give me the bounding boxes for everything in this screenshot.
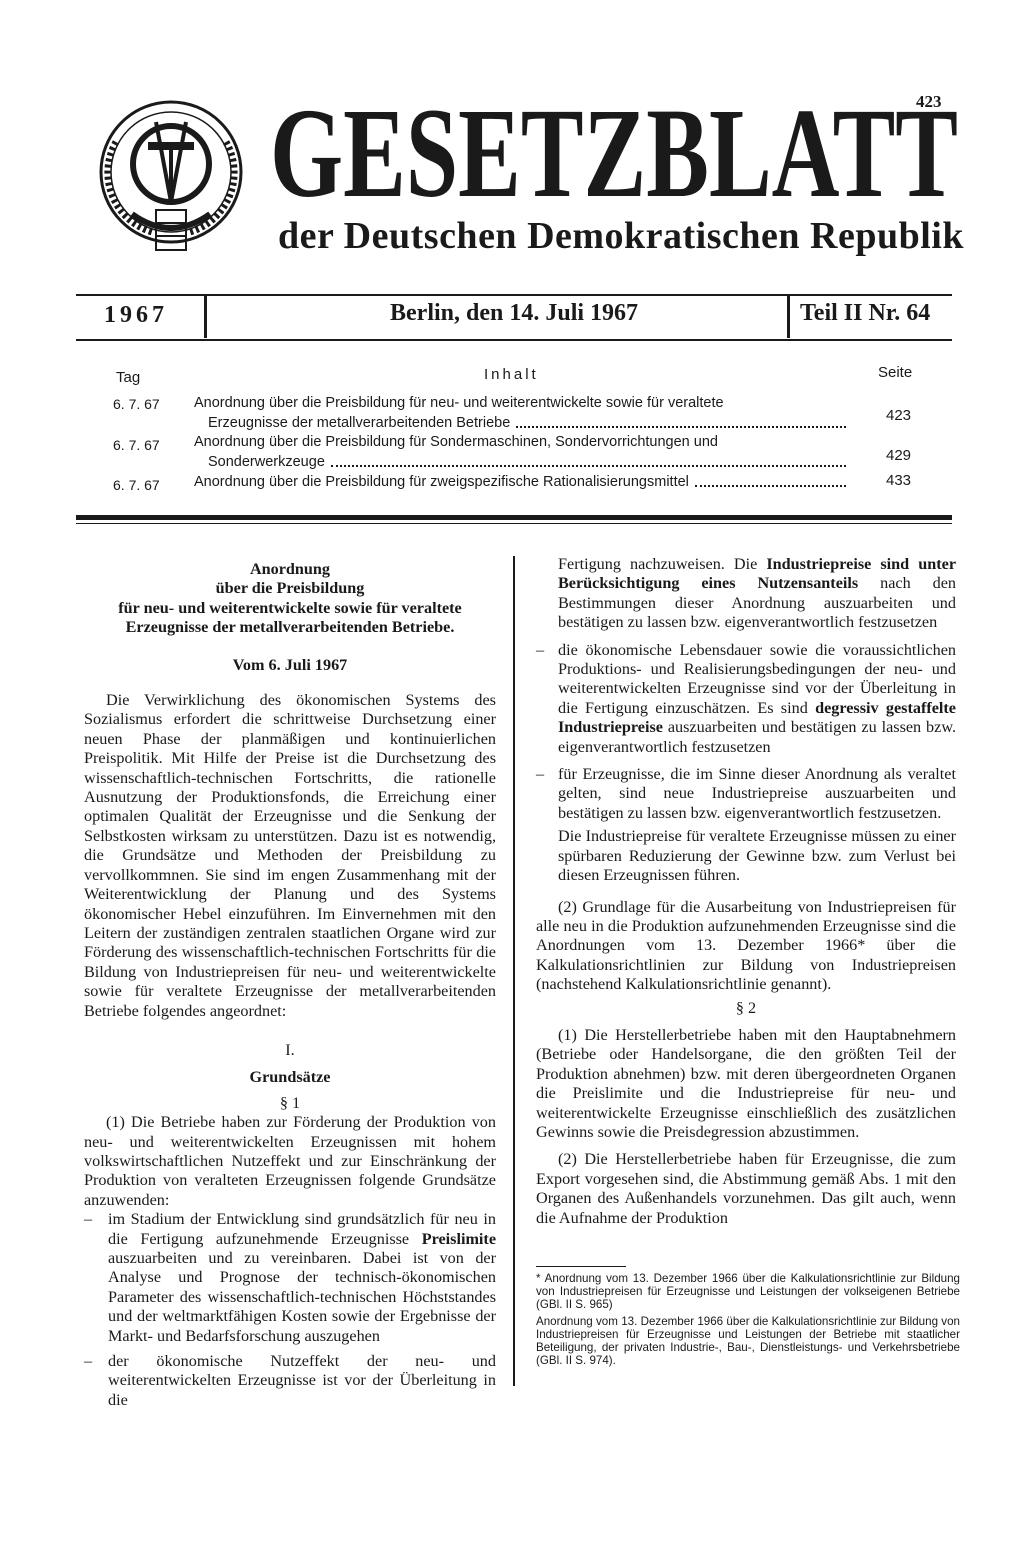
footnote-text: * Anordnung vom 13. Dezember 1966 über die Kalkulationsrichtlinie zur Bildung von Industriepreisen für Erzeugnisse und Leistungen der volkseigenen Betriebe (GBl. II S. 965) xyxy=(536,1272,960,1311)
section-title: Grundsätze xyxy=(249,1068,331,1087)
dash-marker: – xyxy=(536,640,545,659)
paragraph-sign: § 2 xyxy=(735,998,757,1017)
article-date: Vom 6. Juli 1967 xyxy=(232,655,348,674)
toc-entry-title: Anordnung über die Preisbildung für zweigspezifische Rationalisierungsmittel xyxy=(194,472,848,492)
toc-entry-date: 6. 7. 67 xyxy=(113,437,160,453)
article-heading: für neu- und weiterentwickelte sowie für veraltete xyxy=(118,598,462,617)
article-heading: über die Preisbildung xyxy=(215,579,365,598)
issue-year: 1967 xyxy=(104,302,168,328)
list-item: – der ökonomische Nutzeffekt der neu- und weiterentwickelten Erzeugnisse ist vor der Überleitung in die xyxy=(84,1352,496,1409)
issue-number: Teil II Nr. 64 xyxy=(800,300,931,326)
header-divider-1 xyxy=(204,296,207,338)
article-heading: Erzeugnisse der metallverarbeitenden Betriebe. xyxy=(125,618,455,637)
list-item-continued: Fertigung nachzuweisen. Die Industriepreise sind unter Berücksichtigung eines Nutzensanteils nach den Bestimmungen dieser Anordnung auszuarbeiten und bestätigen zu lassen bzw. eigenverantwortlich festzusetzen xyxy=(558,555,957,632)
page-number: 423 xyxy=(916,92,942,111)
article-heading: Anordnung xyxy=(249,560,331,578)
paragraph-text: (1) Die Betriebe haben zur Förderung der Produktion von neu- und weiterentwickelten Erzeugnissen mit hohem volkswirtschaftlichen Nutzeffekt und zur Einschränkung der Produktion von veralteten Erzeugnissen folgende Grundsätze anzuwenden: xyxy=(84,1113,496,1209)
paragraph-text: (2) Die Herstellerbetriebe haben für Erzeugnisse, die zum Export vorgesehen sind, die Abstimmung gemäß Abs. 1 mit den Organen des Außenhandels vorzunehmen. Das gilt auch, wenn die Aufnahme der Produktion xyxy=(536,1150,956,1227)
dash-marker: – xyxy=(84,1210,93,1229)
issue-date: Berlin, den 14. Juli 1967 xyxy=(390,300,639,326)
toc-header-page: Seite xyxy=(878,364,913,381)
toc-entry-page: 433 xyxy=(886,472,912,489)
masthead-subtitle: der Deutschen Demokratischen Republik xyxy=(278,215,964,257)
footnote-text: Anordnung vom 13. Dezember 1966 über die Kalkulationsrichtlinie zur Bildung von Industriepreisen für Erzeugnisse und Leistungen der Betriebe mit staatlicher Beteiligung, der privaten Industrie-, Bau-, Dienstleistungs- und Verkehrsbetriebe (GBl. II S. 974). xyxy=(536,1315,960,1367)
list-item: – die ökonomische Lebensdauer sowie die voraussichtlichen Produktions- und Realisierungsbedingungen der neu- und weiterentwickelten Erzeugnisse sind vor der Überleitung in die Fertigung einzuschätzen. Es sind degressiv gestaffelte Industriepreise auszuarbeiten und bestätigen zu lassen bzw. eigenverantwortlich festzusetzen xyxy=(536,640,957,756)
toc-rule-thin xyxy=(76,523,952,524)
toc-entry-page: 423 xyxy=(886,407,912,424)
toc-entry-title: Anordnung über die Preisbildung für neu- und weiterentwickelte sowie für veraltete Erzeugnisse der metallverarbeitenden Betriebe xyxy=(194,393,848,433)
list-note: Die Industriepreise für veraltete Erzeugnisse müssen zu einer spürbaren Reduzierung der Gewinne bzw. zum Verlust bei diesen Erzeugnissen führen. xyxy=(558,827,956,885)
list-item: – im Stadium der Entwicklung sind grundsätzlich für neu in die Fertigung aufzunehmende Erzeugnisse Preislimite auszuarbeiten und zu vereinbaren. Dabei ist von der Analyse und Prognose der technisch-ökonomischen Parameter des wissenschaftlich-technischen Höchststandes und der weltmarktfähigen Kosten sowie der Ergebnisse der Markt- und Bedarfsforschung auszugehen xyxy=(84,1210,497,1345)
footnote-rule xyxy=(536,1266,626,1267)
toc-entry-page: 429 xyxy=(886,447,912,464)
right-column xyxy=(536,555,956,1228)
dash-marker: – xyxy=(84,1352,93,1371)
svg-text:GESETZBLATT: GESETZBLATT xyxy=(270,96,958,210)
header-bottom-rule xyxy=(76,339,952,341)
header-top-rule xyxy=(76,294,952,296)
toc-header-date: Tag xyxy=(116,369,141,386)
paragraph-sign: § 1 xyxy=(279,1093,301,1112)
section-number: I. xyxy=(285,1040,295,1059)
toc-entry-date: 6. 7. 67 xyxy=(113,477,160,493)
footnote xyxy=(536,1272,960,1367)
toc-header-title: Inhalt xyxy=(484,366,539,383)
left-column xyxy=(84,560,496,1410)
list-item: – für Erzeugnisse, die im Sinne dieser Anordnung als veraltet gelten, sind neue Industriepreise auszuarbeiten und bestätigen zu lassen bzw. eigenverantwortlich festzusetzen. xyxy=(536,765,956,822)
toc-entry-date: 6. 7. 67 xyxy=(113,396,160,412)
column-divider xyxy=(513,556,515,1386)
state-emblem-icon xyxy=(96,92,246,262)
paragraph-text: (2) Grundlage für die Ausarbeitung von Industriepreisen für alle neu in die Produktion aufzunehmenden Erzeugnisse sind die Anordnungen vom 13. Dezember 1966* über die Kalkulationsrichtlinien zur Bildung von Industriepreisen (nachstehend Kalkulationsrichtlinie genannt). xyxy=(536,897,956,994)
toc-rule xyxy=(76,515,952,520)
masthead-title xyxy=(270,96,960,210)
dash-marker: – xyxy=(536,765,545,784)
header-divider-2 xyxy=(787,296,790,338)
toc-entry-title: Anordnung über die Preisbildung für Sondermaschinen, Sondervorrichtungen und Sonderwerkzeuge xyxy=(194,432,848,472)
paragraph-text: (1) Die Herstellerbetriebe haben mit den Hauptabnehmern (Betriebe oder Handelsorgane, die den größten Teil der Produktion abnehmen) bzw. mit deren übergeordneten Organen die Preislimite und die Industriepreise für neu- und weiterentwickelte Erzeugnisse einschließlich des zusätzlichen Gewinns sowie die Preisdegression abzustimmen. xyxy=(536,1025,956,1141)
preamble: Die Verwirklichung des ökonomischen Systems des Sozialismus erfordert die schrittweise Durchsetzung einer neuen Phase der planmäßigen und kontinuierlichen Preispolitik. Mit Hilfe der Preise ist die Durchsetzung des wissenschaftlich-technischen Fortschritts, die rationelle Ausnutzung der Produktionsfonds, die Erreichung einer optimalen Qualität der Erzeugnisse und die Senkung der Selbstkosten wirksam zu unterstützen. Dazu ist es notwendig, die Grundsätze und Methoden der Preisbildung zu vervollkommnen. Sie sind im engen Zusammenhang mit der Weiterentwicklung der Planung und des Systems ökonomischer Hebel einzuführen. Im Einvernehmen mit den Leitern der zuständigen zentralen staatlichen Organe wird zur Förderung des wissenschaftlich-technischen Fortschritts für die Bildung von Industriepreisen für neu- und weiterentwickelte sowie für veraltete Erzeugnisse der metallverarbeitenden Betriebe folgendes angeordnet: xyxy=(84,691,496,1020)
